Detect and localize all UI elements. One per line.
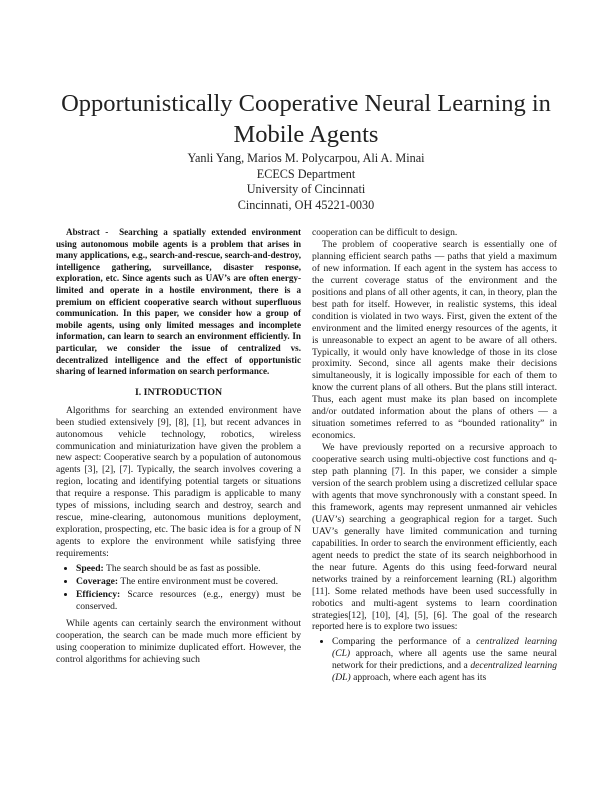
requirement-label: Coverage: <box>76 576 119 588</box>
abstract-label: Abstract - <box>66 227 109 237</box>
requirements-list <box>56 563 301 613</box>
requirement-text: The entire environment must be covered. <box>120 576 279 588</box>
section-heading-introduction: I. INTRODUCTION <box>134 386 223 398</box>
right-paragraph-1: The problem of cooperative search is essentially one of planning efficient search paths — paths that yield a maximum of new information. If each agent in the system has access to the current coverage status of the environment and the positions and plans of all other agents, it can, in theory, plan the best path for itself. However, in realistic systems, this ideal condition is violated in two ways. First, given the extent of the environment and the limited energy resources of the agents, it is unreasonable to expect an agent to be aware of all others. Typically, it would only have knowledge of those in its close proximity. Second, since all agents make their decisions simultaneously, it is logically impossible for each of them to know the current plans of all others. But the plans still interact. Thus, each agent must make its plan based on incomplete and/or outdated information about the plans of others — a situation sometimes referred to as “bounded rationality” in economics. <box>312 238 557 442</box>
author-department: ECECS Department <box>256 166 356 181</box>
issues-list <box>312 636 557 684</box>
intro-paragraph-2: While agents can certainly search the environment without cooperation, the search can be made much more efficient by using cooperation to minimize duplicated effort. However, the control algorithms for achieving such <box>56 617 301 665</box>
list-item <box>332 636 557 684</box>
requirement-text: Scarce resources (e.g., energy) must be conserved. <box>76 588 302 612</box>
list-item <box>76 563 301 575</box>
right-column <box>312 227 557 689</box>
author-university: University of Cincinnati <box>246 182 366 197</box>
bullet-term: centralized learning (CL) <box>332 636 558 660</box>
author-block <box>40 151 572 213</box>
requirement-label: Speed: <box>76 563 104 575</box>
bullet-text: approach, where all agents use the same neural network for their predictions, and a <box>332 648 557 672</box>
abstract-text: Searching a spatially extended environment using autonomous mobile agents is a problem that arises in many applications, e.g., search-and-rescue, search-and-destroy, intelligence gathering, surveillance, disaster response, exploration, etc. Since agents such as UAV’s are often energy-limited and operate in a hostile environment, there is a premium on efficient cooperative search without superfluous communication. In this paper, we consider how a group of mobile agents, using only limited messages and incomplete information, can learn to search an environment efficiently. In particular, we consider the issue of centralized vs. decentralized intelligence and the effect of opportunistic sharing of learned information on search performance. <box>56 227 301 377</box>
right-paragraph-0: cooperation can be difficult to design. <box>312 227 458 238</box>
author-city: Cincinnati, OH 45221-0030 <box>237 197 375 212</box>
left-column <box>56 227 301 666</box>
right-paragraph-2: We have previously reported on a recursive approach to cooperative search using multi-objective cost functions and q-step path planning [7]. In this paper, we consider a simple version of the search problem using a discretized cellular space with agents that move synchronously with a constant speed. In this framework, agents may represent unmanned air vehicles (UAV’s) searching a geographical region for a target. Such UAV’s generally have limited communication and turning capabilities. In order to search the environment efficiently, each agent needs to predict the state of its search neighborhood in the near future. Agents do this using feed-forward neural networks trained by a reinforcement learning (RL) algorithm [11]. Some related methods have been used successfully in robotics and multi-agent systems to learn coordination strategies[12], [10], [4], [5], [6]. The goal of the research reported here is to explore two issues: <box>312 442 557 633</box>
list-item <box>76 589 301 613</box>
intro-paragraph-1: Algorithms for searching an extended environment have been studied extensively [9], [8], [1], but recent advances in autonomous vehicle technology, robotics, wireless communication and miniaturization have given the problem a new aspect: Cooperative search by a population of autonomous agents [3], [2], [7]. Typically, the search involves covering a region, locating and identifying potential targets or situations that require a response. This paradigm is applicable to many types of missions, including search and destroy, search and rescue, mine-clearing, autonomous munitions deployment, exploration, prospecting, etc. The basic idea is for a group of N agents to explore the environment while satisfying three requirements: <box>56 404 301 560</box>
author-names: Yanli Yang, Marios M. Polycarpou, Ali A. Minai <box>187 151 425 165</box>
requirement-label: Efficiency: <box>76 588 121 600</box>
bullet-term: decentralized learning (DL) <box>332 660 557 684</box>
list-item <box>76 576 301 588</box>
abstract <box>56 227 301 378</box>
requirement-text: The search should be as fast as possible. <box>105 563 261 575</box>
bullet-text: Comparing the performance of a <box>332 636 471 648</box>
paper-title: Opportunistically Cooperative Neural Learning in Mobile Agents <box>61 90 551 148</box>
bullet-text: approach, where each agent has its <box>353 672 487 684</box>
